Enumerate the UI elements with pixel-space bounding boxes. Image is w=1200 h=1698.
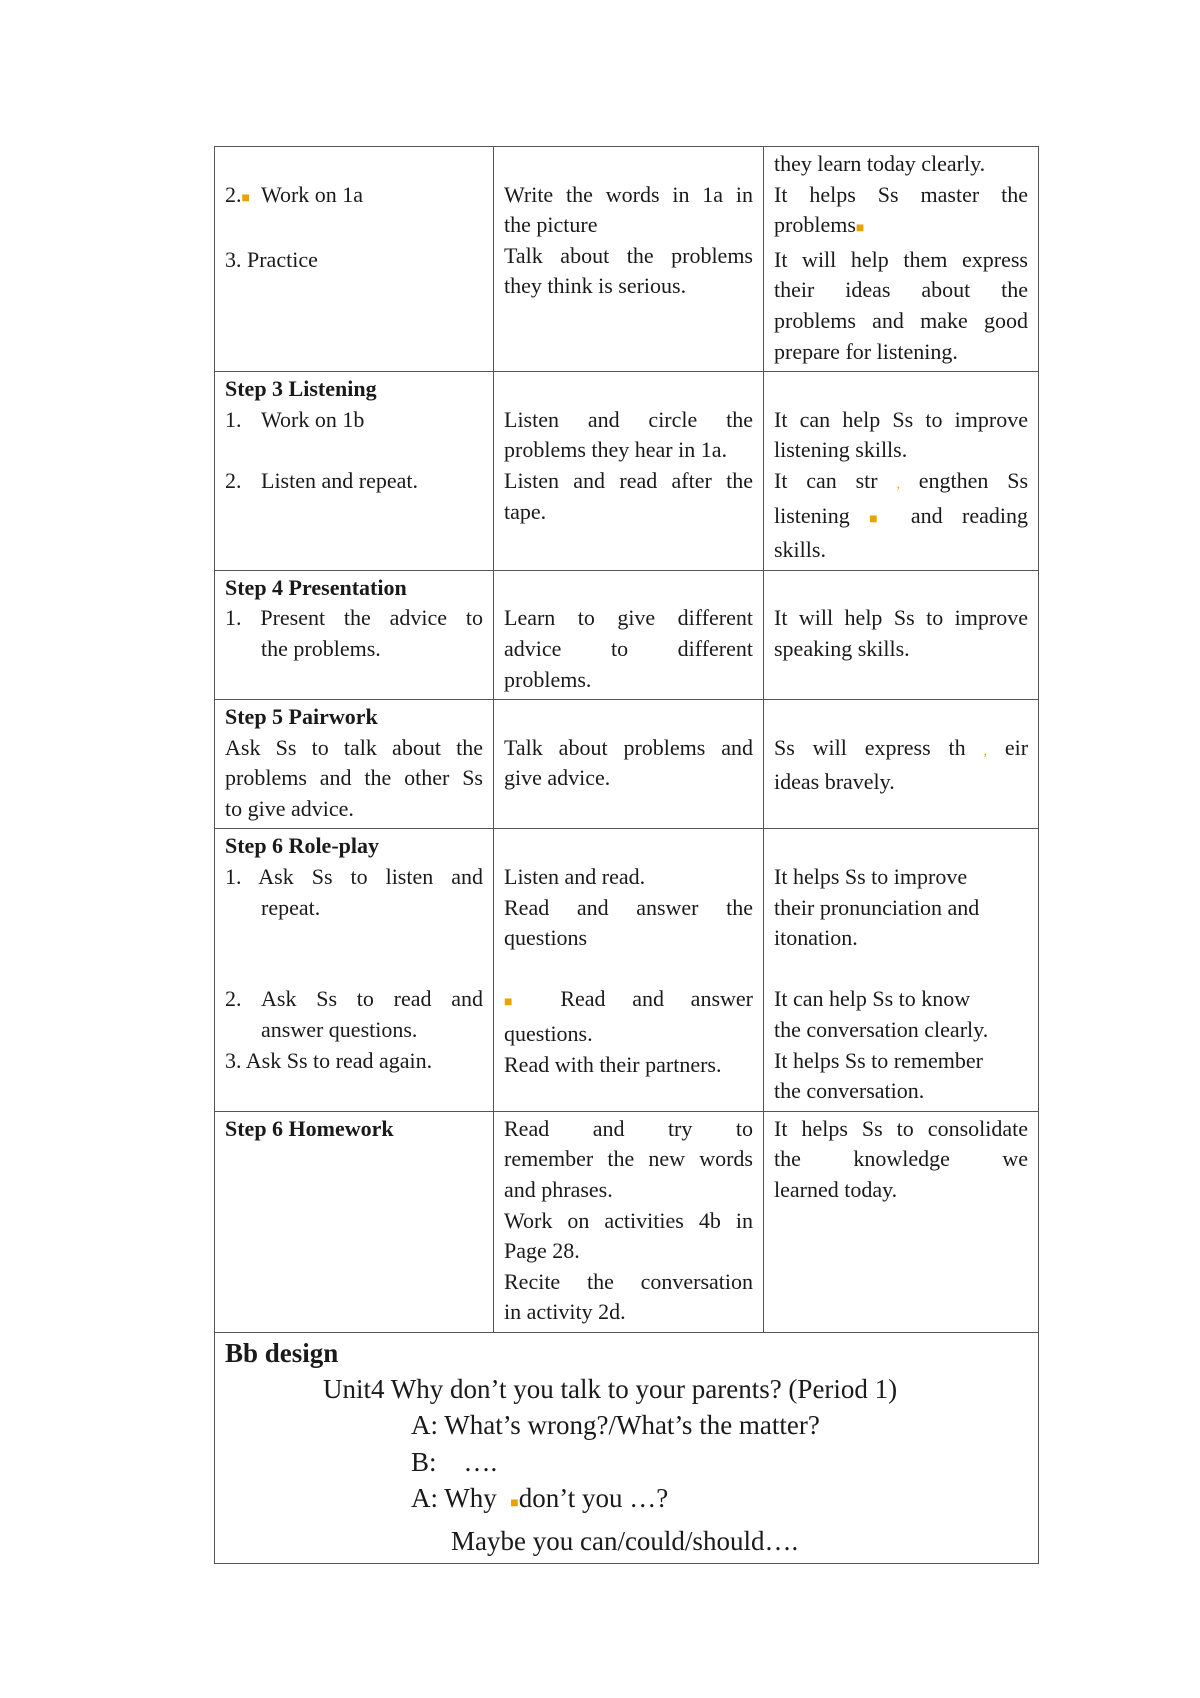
purpose-line: Ss will express th , eir [774,734,1029,760]
table-row [215,700,1039,829]
procedure-line: the problems. [261,635,381,661]
purpose-line: skills. [774,537,826,563]
activity-line: problems. [504,666,592,692]
table-row [215,372,1039,571]
mark-dot: , [896,476,900,492]
activity-line: Listen and circle the [504,406,753,432]
purpose-line: It can help Ss to improve [774,406,1028,432]
table-row [215,147,1039,372]
purpose-cell [764,1111,1039,1332]
activity-line: ■ Read and answer [504,986,753,1012]
purpose-line: It will help Ss to improve [774,605,1028,631]
procedure-line: 1. Work on 1b [225,406,365,432]
activity-line: Talk about problems and [504,734,753,760]
lesson-plan-table [214,146,1039,1564]
purpose-line: speaking skills. [774,635,910,661]
activity-line: Recite the conversation [504,1268,753,1294]
activity-line: advice to different [504,635,753,661]
purpose-line: itonation. [774,925,858,951]
activity-line: give advice. [504,765,611,791]
procedure-cell [215,829,494,1111]
activity-line: tape. [504,498,547,524]
procedure-cell [215,700,494,829]
mark-dot: ■ [241,190,250,206]
activity-line: Read and answer the [504,894,753,920]
mark-dot: ■ [510,1496,519,1512]
purpose-line: the conversation. [774,1078,925,1104]
activity-cell [494,147,764,372]
activity-line: Write the words in 1a in [504,181,753,207]
purpose-line: problems■ [774,212,865,238]
activity-line: questions [504,925,588,951]
bb-design-title: Bb design [225,1337,339,1368]
procedure-line: to give advice. [225,795,354,821]
bb-design-row [215,1332,1039,1564]
purpose-line: they learn today clearly. [774,151,986,176]
procedure-line: 1. Ask Ss to listen and [225,864,483,890]
activity-line: Listen and read. [504,864,646,890]
purpose-line: It helps Ss to consolidate [774,1115,1028,1141]
purpose-cell [764,147,1039,372]
procedure-line: 3. Practice [225,246,318,272]
step-title: Step 6 Homework [225,1115,394,1141]
purpose-cell [764,829,1039,1111]
activity-line: Read and try to [504,1115,753,1141]
table-row [215,1111,1039,1332]
purpose-cell [764,570,1039,699]
procedure-line: problems and the other Ss [225,765,483,791]
procedure-line: 2. Ask Ss to read and [225,986,483,1012]
purpose-line: the conversation clearly. [774,1017,989,1043]
procedure-cell [215,570,494,699]
procedure-cell [215,147,494,372]
purpose-line: It can str , engthen Ss [774,467,1029,493]
purpose-line: their ideas about the [774,277,1028,303]
step-title: Step 4 Presentation [225,574,407,600]
procedure-line: Ask Ss to talk about the [225,734,483,760]
purpose-line: listening ■ and reading [774,502,1029,528]
step-title: Step 5 Pairwork [225,704,378,730]
activity-line: and phrases. [504,1177,613,1202]
procedure-cell [215,1111,494,1332]
bb-unit-title: Unit4 Why don’t you talk to your parents? (Period 1) [323,1373,898,1404]
purpose-line: problems and make good [774,307,1028,333]
activity-line: Learn to give different [504,605,753,631]
activity-cell [494,829,764,1111]
activity-line: questions. [504,1021,593,1047]
bb-line: Maybe you can/could/should…. [451,1525,799,1556]
bb-line: A: What’s wrong?/What’s the matter? [411,1410,820,1441]
procedure-line: answer questions. [261,1017,418,1043]
activity-line: Talk about the problems [504,242,753,268]
purpose-line: the knowledge we [774,1146,1028,1172]
purpose-line: ideas bravely. [774,769,895,795]
procedure-line: 2. Listen and repeat. [225,467,418,493]
activity-cell [494,700,764,829]
procedure-line: 1. Present the advice to [225,605,483,631]
mark-dot: ■ [855,221,865,237]
purpose-line: It helps Ss master the [774,181,1028,207]
procedure-cell [215,372,494,571]
activity-cell [494,372,764,571]
purpose-line: prepare for listening. [774,338,958,364]
activity-line: the picture [504,212,598,238]
activity-line: problems they hear in 1a. [504,437,727,463]
activity-line: Page 28. [504,1238,580,1264]
activity-line: Read with their partners. [504,1051,722,1077]
purpose-cell [764,700,1039,829]
table-row [215,829,1039,1111]
purpose-line: their pronunciation and [774,894,980,920]
activity-line: remember the new words [504,1146,753,1172]
purpose-line: It can help Ss to know [774,986,971,1012]
purpose-line: learned today. [774,1177,898,1202]
mark-dot: ■ [869,511,892,527]
purpose-line: It helps Ss to remember [774,1047,983,1073]
procedure-line: repeat. [261,894,321,920]
activity-cell [494,1111,764,1332]
step-title: Step 6 Role-play [225,833,379,859]
activity-line: they think is serious. [504,273,687,299]
mark-dot: ■ [504,995,534,1011]
step-title: Step 3 Listening [225,376,377,402]
bb-line: A: Why ■don’t you …? [411,1483,669,1514]
activity-line: Listen and read after the [504,467,753,493]
activity-line: in activity 2d. [504,1299,626,1325]
table-row [215,570,1039,699]
procedure-line: 3. Ask Ss to read again. [225,1047,433,1073]
purpose-cell [764,372,1039,571]
bb-line: B: …. [411,1446,498,1477]
bb-design-cell [215,1332,1039,1564]
purpose-line: listening skills. [774,437,908,463]
purpose-line: It will help them express [774,246,1028,272]
procedure-line: 2.■ Work on 1a [225,181,364,207]
activity-line: Work on activities 4b in [504,1207,753,1233]
activity-cell [494,570,764,699]
mark-dot: , [983,743,987,759]
purpose-line: It helps Ss to improve [774,864,968,890]
lesson-plan-page [214,146,1038,1564]
